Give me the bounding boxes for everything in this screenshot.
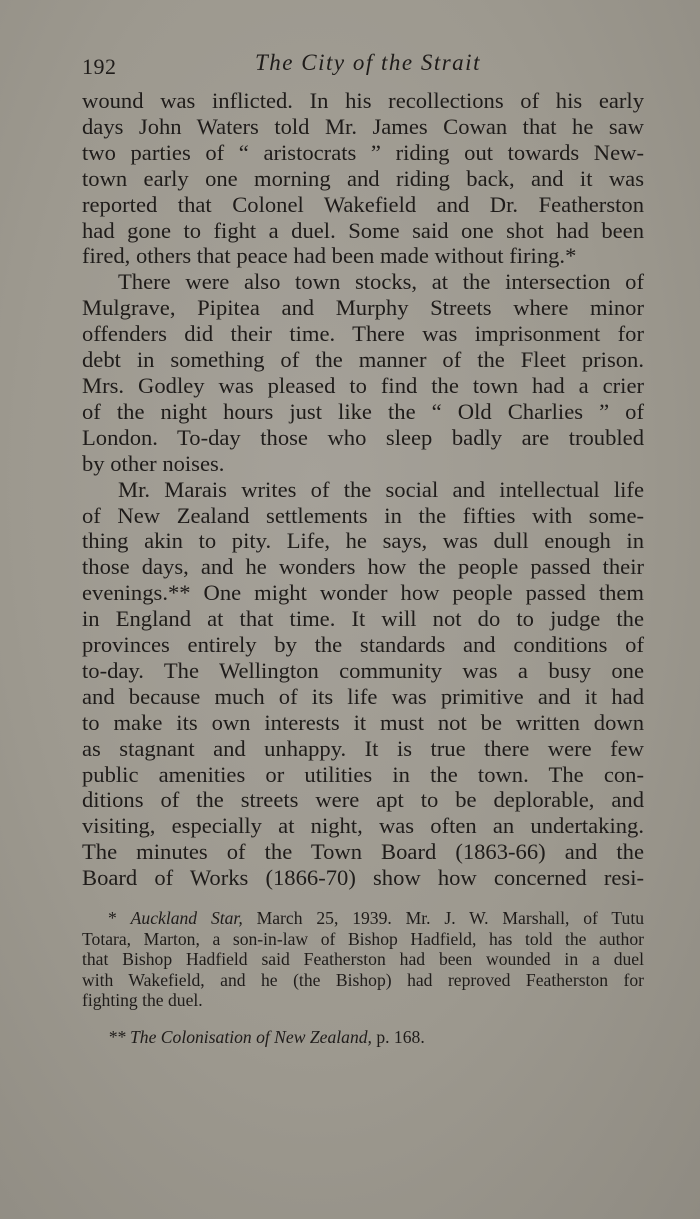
body-line: and because much of its life was primitive and it had bbox=[82, 683, 644, 709]
footnote-2 bbox=[82, 1027, 644, 1048]
body-text bbox=[82, 88, 644, 891]
body-line: Mr. Marais writes of the social and intellectual life bbox=[118, 476, 644, 502]
body-line: reported that Colonel Wakefield and Dr. Featherston bbox=[82, 191, 644, 217]
footnote-1-line bbox=[82, 908, 644, 929]
body-line: to make its own interests it must not be written down bbox=[82, 709, 644, 735]
body-line: wound was inflicted. In his recollections of his early bbox=[82, 88, 644, 113]
page-number: 192 bbox=[82, 54, 117, 79]
body-line: ditions of the streets were apt to be deplorable, and bbox=[82, 787, 644, 813]
body-line: days John Waters told Mr. James Cowan that he saw bbox=[82, 113, 644, 139]
footnote-1-line: with Wakefield, and he (the Bishop) had reproved Featherston for bbox=[82, 969, 644, 990]
body-line: to-day. The Wellington community was a busy one bbox=[82, 657, 644, 683]
body-line: public amenities or utilities in the town. The con- bbox=[82, 761, 644, 787]
footnote-source: Auckland Star, bbox=[130, 908, 243, 928]
body-line: offenders did their time. There was imprisonment for bbox=[82, 321, 644, 347]
body-line: There were also town stocks, at the intersection of bbox=[118, 269, 644, 295]
body-line: had gone to fight a duel. Some said one shot had been bbox=[82, 217, 644, 243]
body-line: provinces entirely by the standards and conditions of bbox=[82, 632, 644, 658]
body-line: of New Zealand settlements in the fifties with some- bbox=[82, 502, 644, 528]
footnotes bbox=[82, 908, 644, 1047]
footnote-text: p. 168. bbox=[371, 1026, 425, 1047]
footnote-1-line: Totara, Marton, a son-in-law of Bishop Hadfield, has told the author bbox=[82, 928, 644, 949]
body-line: two parties of “ aristocrats ” riding out towards New- bbox=[82, 139, 644, 165]
body-line: those days, and he wonders how the people passed their bbox=[82, 554, 644, 580]
body-line: town early one morning and riding back, and it was bbox=[82, 165, 644, 191]
footnote-1-line: fighting the duel. bbox=[82, 990, 203, 1010]
body-line: by other noises. bbox=[82, 450, 225, 476]
body-line: debt in something of the manner of the Fleet prison. bbox=[82, 347, 644, 373]
body-line: Board of Works (1866-70) show how concerned resi- bbox=[82, 865, 644, 891]
body-line: Mrs. Godley was pleased to find the town had a crier bbox=[82, 372, 644, 398]
running-title: The City of the Strait bbox=[255, 50, 481, 75]
footnote-marker: ** bbox=[108, 1026, 130, 1047]
body-line: as stagnant and unhappy. It is true there were few bbox=[82, 735, 644, 761]
footnote-text: March 25, 1939. Mr. J. W. Marshall, of Tutu bbox=[242, 908, 645, 928]
body-line: in England at that time. It will not do to judge the bbox=[82, 606, 644, 632]
footnote-1-line: that Bishop Hadfield said Featherston had been wounded in a duel bbox=[82, 949, 644, 969]
body-line: The minutes of the Town Board (1863-66) and the bbox=[82, 839, 644, 865]
body-line: evenings.** One might wonder how people passed them bbox=[82, 580, 644, 606]
body-line: Mulgrave, Pipitea and Murphy Streets where minor bbox=[82, 295, 644, 321]
body-line: thing akin to pity. Life, he says, was dull enough in bbox=[82, 528, 644, 554]
body-line: fired, others that peace had been made without firing.* bbox=[82, 243, 577, 269]
body-line: visiting, especially at night, was often an undertaking. bbox=[82, 813, 644, 839]
footnote-title: The Colonisation of New Zealand, bbox=[130, 1026, 372, 1047]
running-head bbox=[82, 50, 644, 80]
body-line: London. To-day those who sleep badly are troubled bbox=[82, 424, 644, 450]
footnote-marker: * bbox=[108, 908, 131, 928]
body-line: of the night hours just like the “ Old Charlies ” of bbox=[82, 398, 644, 424]
